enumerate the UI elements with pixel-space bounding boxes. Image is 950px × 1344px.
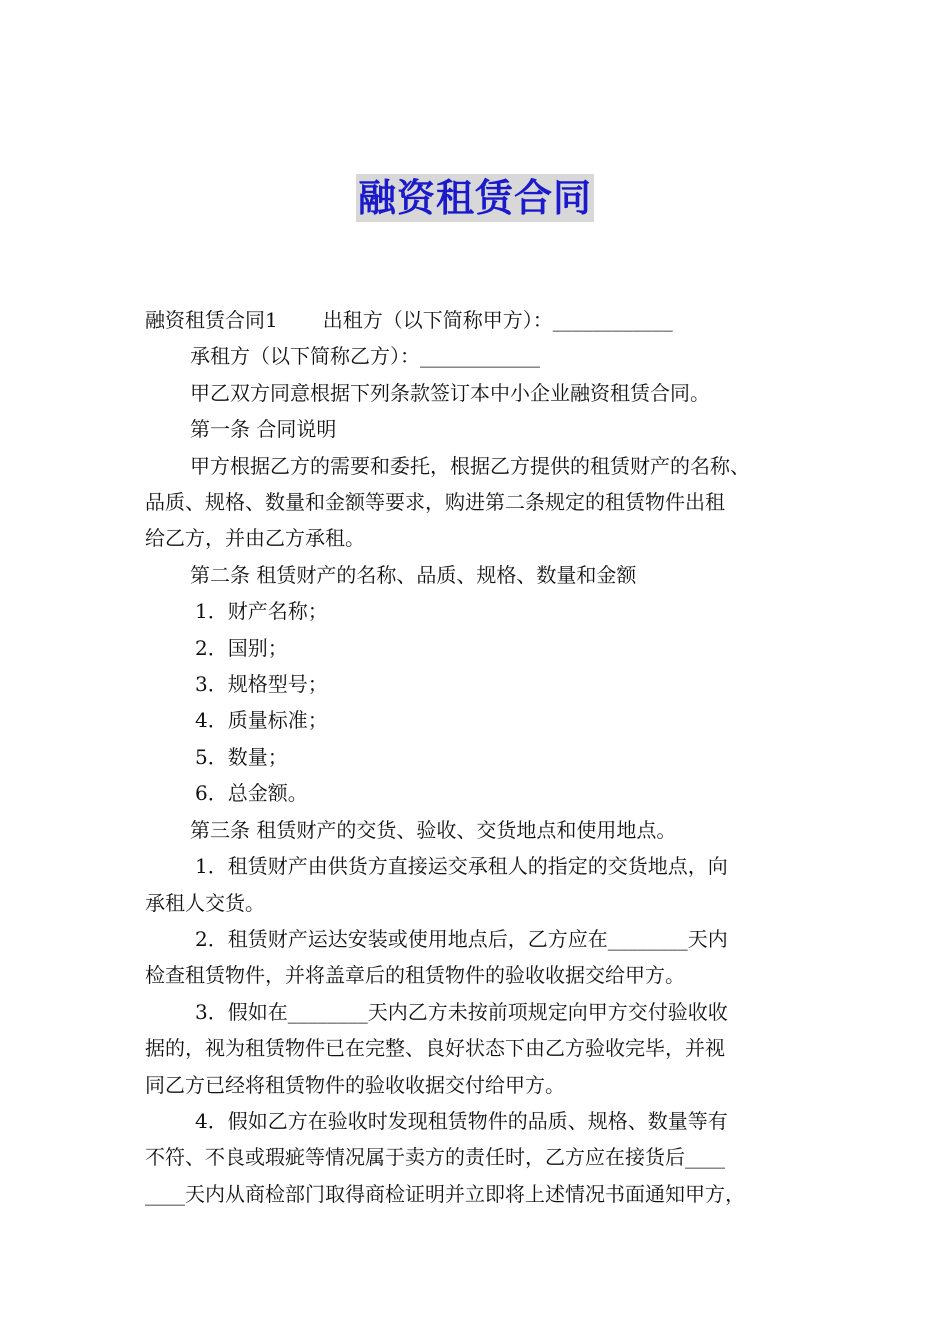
list-item: 1．财产名称； <box>195 599 328 624</box>
article-3-item-1: 1．租赁财产由供货方直接运交承租人的指定的交货地点，向 <box>195 854 728 879</box>
article-3-item-4: 4．假如乙方在验收时发现租赁物件的品质、规格、数量等有 <box>195 1108 728 1133</box>
article-3-item-3-cont: 同乙方已经将租赁物件的验收收据交付给甲方。 <box>145 1072 565 1097</box>
title-block <box>0 174 950 222</box>
article-3-item-1-cont: 承租人交货。 <box>145 890 265 915</box>
article-2-heading: 第二条 租赁财产的名称、品质、规格、数量和金额 <box>190 562 637 587</box>
article-3-heading: 第三条 租赁财产的交货、验收、交货地点和使用地点。 <box>190 817 677 842</box>
list-item: 4．质量标准； <box>195 708 328 733</box>
contract-heading-line <box>145 302 815 338</box>
article-3-item-2: 2．租赁财产运达安装或使用地点后，乙方应在________天内 <box>195 926 728 951</box>
article-3-item-4-cont: ____天内从商检部门取得商检证明并立即将上述情况书面通知甲方， <box>145 1181 745 1206</box>
article-1-heading: 第一条 合同说明 <box>190 417 337 442</box>
article-3-item-4-cont: 不符、不良或瑕疵等情况属于卖方的责任时，乙方应在接货后____ <box>145 1145 725 1170</box>
list-item: 2．国别； <box>195 635 288 660</box>
list-item: 3．规格型号； <box>195 672 328 697</box>
article-3-item-3-cont: 据的，视为租赁物件已在完整、良好状态下由乙方验收完毕，并视 <box>145 1036 725 1061</box>
article-1-text-cont: 品质、规格、数量和金额等要求，购进第二条规定的租赁物件出租 <box>145 490 725 515</box>
article-1-text-cont: 给乙方，并由乙方承租。 <box>145 526 365 551</box>
list-item: 5．数量； <box>195 744 288 769</box>
lessor-line: 出租方（以下简称甲方）：____________ <box>322 308 673 332</box>
article-3-item-3: 3．假如在________天内乙方未按前项规定向甲方交付验收收 <box>195 999 728 1024</box>
article-3-item-2-cont: 检查租赁物件，并将盖章后的租赁物件的验收收据交给甲方。 <box>145 963 685 988</box>
paragraph-agreement: 甲乙双方同意根据下列条款签订本中小企业融资租赁合同。 <box>190 380 710 405</box>
document-body <box>145 302 815 1212</box>
document-title: 融资租赁合同 <box>357 176 592 220</box>
article-1-text: 甲方根据乙方的需要和委托，根据乙方提供的租赁财产的名称、 <box>190 453 750 478</box>
list-item: 6．总金额。 <box>195 781 308 806</box>
contract-number: 融资租赁合同1 <box>145 308 278 332</box>
lessee-line: 承租方（以下简称乙方）：____________ <box>190 344 540 369</box>
